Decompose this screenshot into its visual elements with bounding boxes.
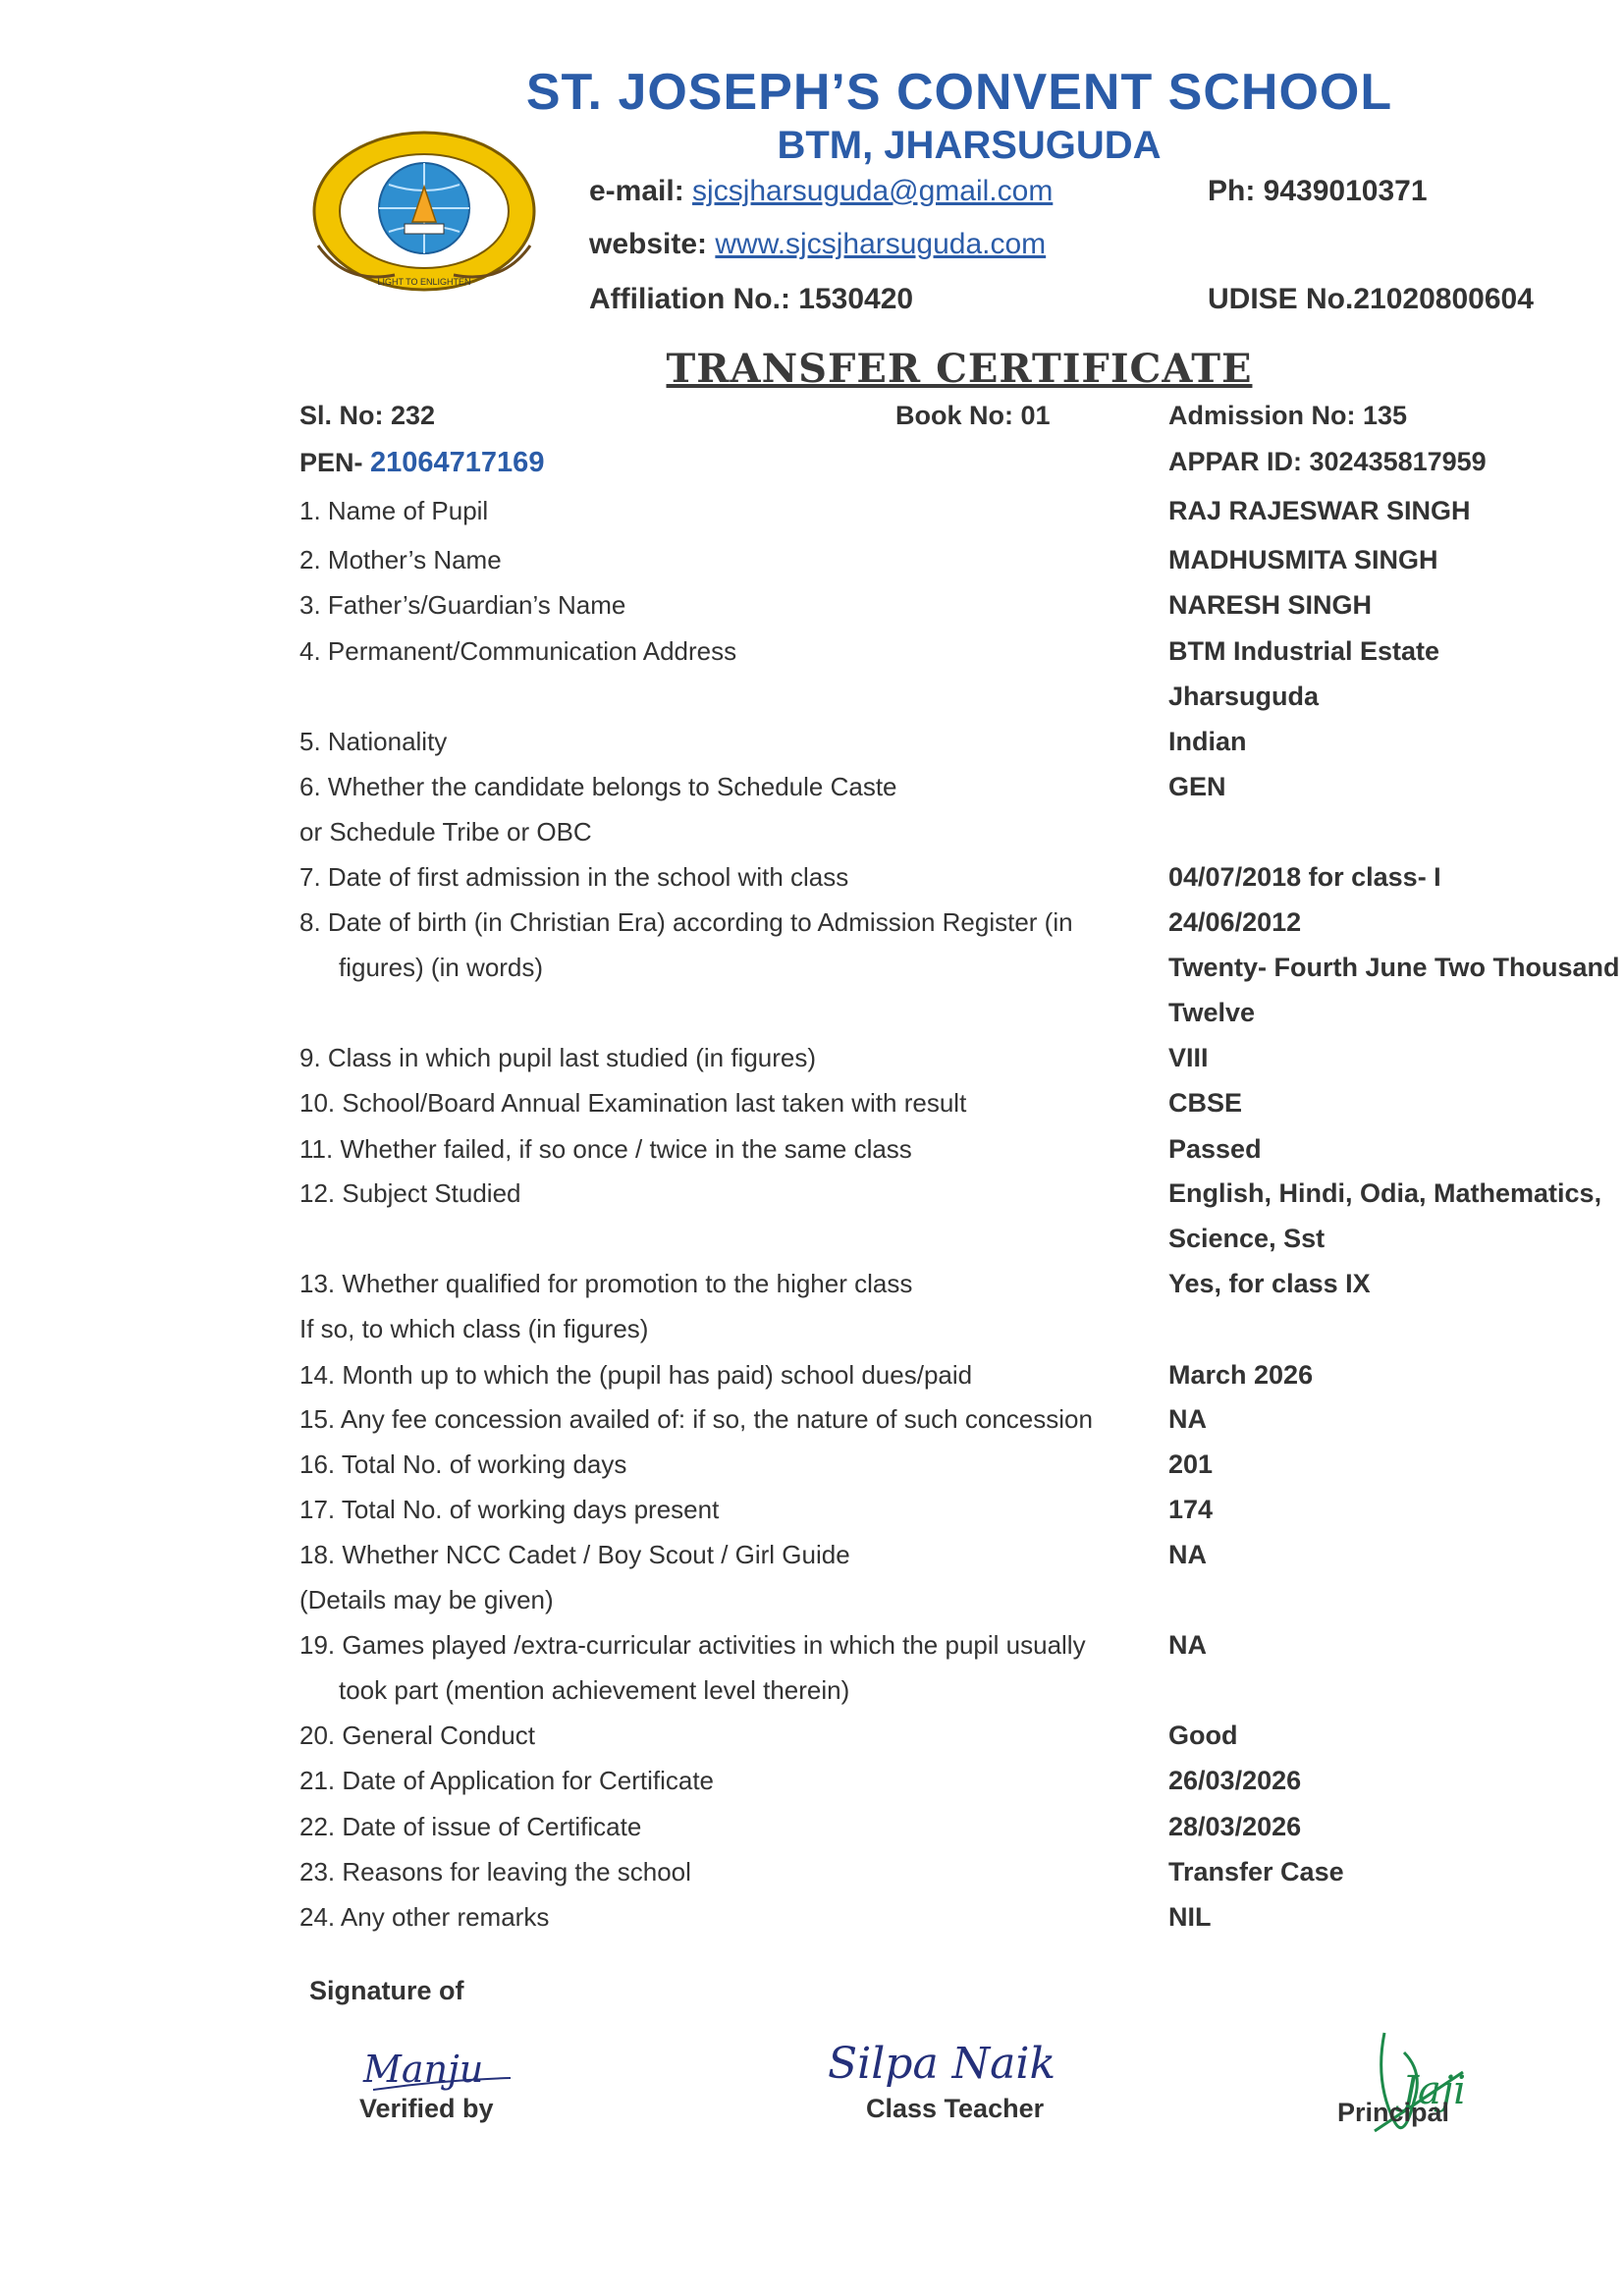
- field-label: 11. Whether failed, if so once / twice in the same class: [299, 1134, 912, 1164]
- field-label-continued: took part (mention achievement level therein): [339, 1675, 850, 1705]
- email-line: [589, 175, 1053, 208]
- field-label: 20. General Conduct: [299, 1721, 535, 1750]
- pen-number: 21064717169: [370, 447, 545, 478]
- verifier-signature: [353, 2033, 530, 2102]
- field-label-continued: or Schedule Tribe or OBC: [299, 817, 592, 847]
- admission-number: Admission No: 135: [1168, 401, 1408, 430]
- field-value: March 2026: [1168, 1360, 1314, 1390]
- field-value: Twenty- Fourth June Two Thousand: [1168, 953, 1620, 982]
- field-label: 23. Reasons for leaving the school: [299, 1857, 691, 1886]
- field-value: NA: [1168, 1404, 1207, 1434]
- field-value: Science, Sst: [1168, 1224, 1326, 1253]
- school-logo: [306, 128, 542, 295]
- field-label-continued: figures) (in words): [339, 953, 544, 982]
- principal-signature: [1345, 2013, 1483, 2151]
- phone-number: Ph: 9439010371: [1208, 175, 1428, 207]
- field-label-continued: If so, to which class (in figures): [299, 1314, 649, 1343]
- field-value: Twelve: [1168, 998, 1256, 1027]
- field-label: 2. Mother’s Name: [299, 545, 502, 574]
- field-value: CBSE: [1168, 1088, 1243, 1118]
- field-value: VIII: [1168, 1043, 1209, 1072]
- field-value: BTM Industrial Estate: [1168, 636, 1440, 666]
- serial-number: Sl. No: 232: [299, 401, 436, 430]
- field-label: 12. Subject Studied: [299, 1178, 521, 1208]
- field-label: 3. Father’s/Guardian’s Name: [299, 590, 626, 620]
- field-label: 1. Name of Pupil: [299, 496, 489, 525]
- principal-label: Principal: [1337, 2098, 1450, 2127]
- pen-label: PEN-: [299, 448, 363, 477]
- logo-motto: LIGHT TO ENLIGHTEN: [377, 277, 471, 287]
- class-teacher-label: Class Teacher: [866, 2094, 1045, 2123]
- field-value: Good: [1168, 1721, 1238, 1750]
- field-value: GEN: [1168, 772, 1226, 801]
- field-label: 18. Whether NCC Cadet / Boy Scout / Girl Guide: [299, 1540, 850, 1569]
- field-label: 14. Month up to which the (pupil has paid) school dues/paid: [299, 1360, 973, 1390]
- principal-signature-text: Jaji: [1402, 2068, 1467, 2113]
- field-value: Indian: [1168, 727, 1247, 756]
- field-value: MADHUSMITA SINGH: [1168, 545, 1438, 574]
- field-label: 15. Any fee concession availed of: if so, the nature of such concession: [299, 1404, 1093, 1434]
- website-line: [589, 228, 1046, 261]
- affiliation-number: Affiliation No.: 1530420: [589, 283, 914, 315]
- field-label: 4. Permanent/Communication Address: [299, 636, 737, 666]
- field-value: 28/03/2026: [1168, 1812, 1302, 1841]
- pen-line: [299, 447, 544, 479]
- school-location: BTM, JHARSUGUDA: [777, 124, 1162, 167]
- email-link[interactable]: sjcsjharsuguda@gmail.com: [692, 175, 1054, 207]
- field-label: 22. Date of issue of Certificate: [299, 1812, 642, 1841]
- class-teacher-signature: [820, 2029, 1075, 2098]
- field-label: 9. Class in which pupil last studied (in figures): [299, 1043, 817, 1072]
- field-label: 7. Date of first admission in the school with class: [299, 862, 849, 892]
- field-value: NA: [1168, 1630, 1207, 1660]
- field-label: 17. Total No. of working days present: [299, 1495, 720, 1524]
- certificate-title: TRANSFER CERTIFICATE: [666, 346, 1253, 392]
- field-label: 24. Any other remarks: [299, 1902, 550, 1932]
- verifier-signature-text: Manju: [363, 2048, 484, 2091]
- signature-heading: Signature of: [309, 1976, 464, 2005]
- field-value: NA: [1168, 1540, 1207, 1569]
- school-name: ST. JOSEPH’S CONVENT SCHOOL: [525, 64, 1393, 121]
- field-label: 13. Whether qualified for promotion to the higher class: [299, 1269, 913, 1298]
- email-label: e-mail:: [589, 175, 684, 207]
- udise-number: UDISE No.21020800604: [1208, 283, 1534, 315]
- field-value: NARESH SINGH: [1168, 590, 1373, 620]
- field-value: 24/06/2012: [1168, 907, 1302, 937]
- field-label-continued: (Details may be given): [299, 1585, 554, 1614]
- class-teacher-signature-text: Silpa Naik: [828, 2039, 1056, 2089]
- field-label: 19. Games played /extra-curricular activities in which the pupil usually: [299, 1630, 1086, 1660]
- field-value: English, Hindi, Odia, Mathematics,: [1168, 1178, 1602, 1208]
- book-number: Book No: 01: [895, 401, 1051, 430]
- appar-id: APPAR ID: 302435817959: [1168, 447, 1487, 476]
- field-value: Yes, for class IX: [1168, 1269, 1371, 1298]
- verified-by-label: Verified by: [359, 2094, 494, 2123]
- field-value: 04/07/2018 for class- I: [1168, 862, 1441, 892]
- field-value: 26/03/2026: [1168, 1766, 1302, 1795]
- field-value: Passed: [1168, 1134, 1262, 1164]
- field-label: 21. Date of Application for Certificate: [299, 1766, 715, 1795]
- website-label: website:: [589, 228, 708, 260]
- website-link[interactable]: www.sjcsjharsuguda.com: [715, 228, 1047, 260]
- field-value: RAJ RAJESWAR SINGH: [1168, 496, 1471, 525]
- field-label: 6. Whether the candidate belongs to Schedule Caste: [299, 772, 897, 801]
- field-value: Transfer Case: [1168, 1857, 1344, 1886]
- field-value: 201: [1168, 1449, 1214, 1479]
- field-label: 5. Nationality: [299, 727, 448, 756]
- field-label: 8. Date of birth (in Christian Era) according to Admission Register (in: [299, 907, 1073, 937]
- field-label: 16. Total No. of working days: [299, 1449, 627, 1479]
- field-value: 174: [1168, 1495, 1214, 1524]
- field-value: NIL: [1168, 1902, 1212, 1932]
- field-value: Jharsuguda: [1168, 682, 1320, 711]
- field-label: 10. School/Board Annual Examination last taken with result: [299, 1088, 967, 1118]
